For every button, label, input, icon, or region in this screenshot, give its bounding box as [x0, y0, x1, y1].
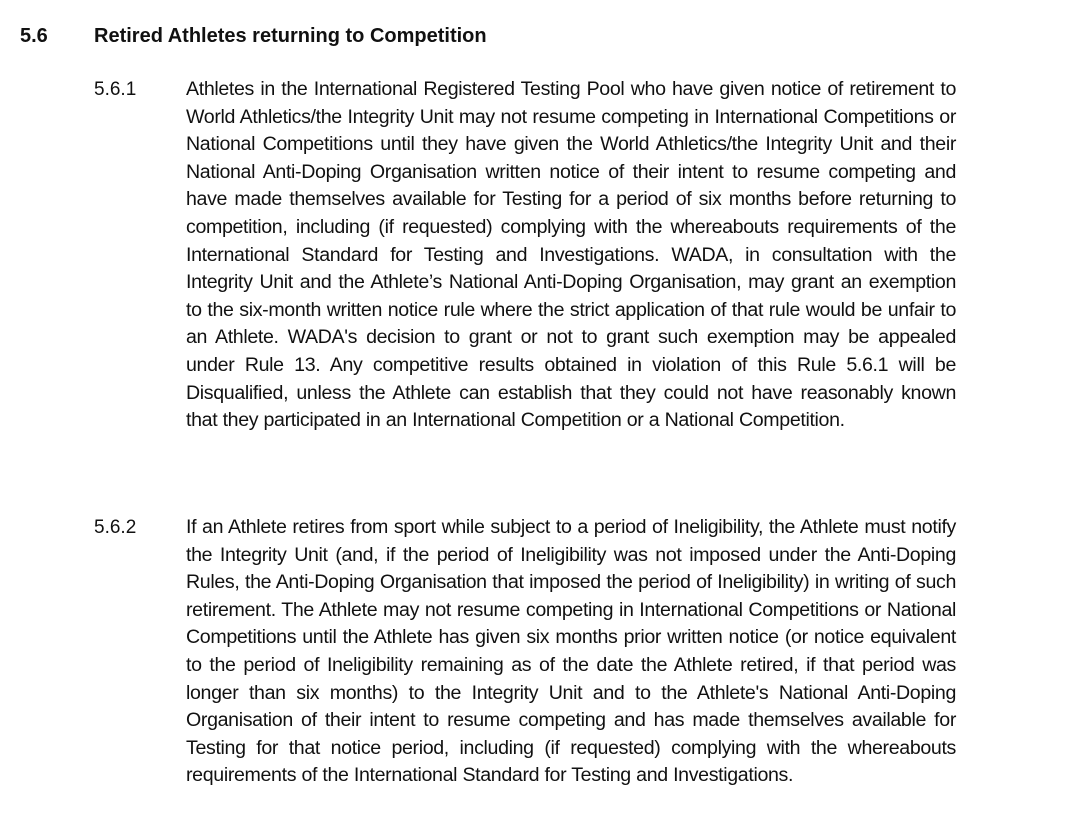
clause-number: 5.6.1: [94, 79, 137, 100]
clause-text: Athletes in the International Registered Testing Pool who have given notice of retirement to World Athletics/the Integrity Unit may not resume competing in International Competitions or National Competitions until they have given the World Athletics/the Integrity Unit and their National Anti-Doping Organisation written notice of their intent to resume competing and have made themselves available for Testing for a period of six months before returning to competition, including (if requested) complying with the whereabouts requirements of the International Standard for Testing and Investigations. WADA, in consultation with the Integrity Unit and the Athlete’s National Anti-Doping Organisation, may grant an exemption to the six-month written notice rule where the strict application of that rule would be unfair to an Athlete. WADA's decision to grant or not to grant such exemption may be appealed under Rule 13. Any competitive results obtained in violation of this Rule 5.6.1 will be Disqualified, unless the Athlete can establish that they could not have reasonably known that they participated in an International Competition or a National Competition.: [186, 78, 956, 432]
section-title: Retired Athletes returning to Competition: [94, 25, 487, 47]
section-number: 5.6: [20, 25, 48, 47]
clause-number: 5.6.2: [94, 517, 137, 538]
clause-text: If an Athlete retires from sport while subject to a period of Ineligibility, the Athlete must notify the Integrity Unit (and, if the period of Ineligibility was not imposed under the Anti-Doping Rules, the Anti-Doping Organisation that imposed the period of Ineligibility) in writing of such retirement. The Athlete may not resume competing in International Competitions or National Competitions until the Athlete has given six months prior written notice (or notice equivalent to the period of Ineligibility remaining as of the date the Athlete retired, if that period was longer than six months) to the Integrity Unit and to the Athlete's National Anti-Doping Organisation of their intent to resume competing and has made themselves available for Testing for that notice period, including (if requested) complying with the whereabouts requirements of the International Standard for Testing and Investigations.: [186, 516, 956, 787]
